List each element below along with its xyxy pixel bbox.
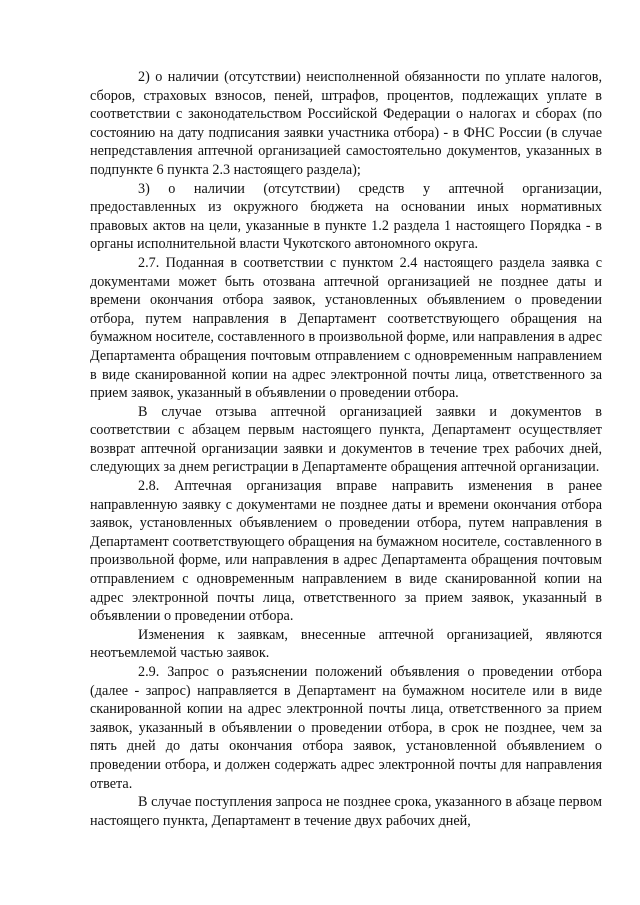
paragraph-tax-obligations: 2) о наличии (отсутствии) неисполненной обязанности по уплате налогов, сборов, страховых взносов, пеней, штрафов, процентов, подлежащих уплате в соответствии с законодательством Российской Федерации о налогах и сборах (по состоянию на дату подписания заявки участника отбора) - в ФНС России (в случае непредставления аптечной организацией самостоятельно документов, указанных в подпункте 6 пункта 2.3 настоящего раздела); bbox=[90, 69, 602, 178]
document-body bbox=[90, 68, 602, 830]
paragraph-2-8-changes: 2.8. Аптечная организация вправе направить изменения в ранее направленную заявку с документами не позднее даты и времени окончания отбора заявок, установленных объявлением о проведении отбора, путем направления в Департамент соответствующего обращения на бумажном носителе, составленного в произвольной форме, или направления в адрес Департамента обращения почтовым отправлением с одновременным направлением в виде сканированной копии на адрес электронной почты лица, ответственного за прием заявок, указанный в объявлении о проведении отбора. bbox=[90, 478, 602, 625]
paragraph-2-9-request: 2.9. Запрос о разъяснении положений объявления о проведении отбора (далее - запрос) направляется в Департамент на бумажном носителе или в виде сканированной копии на адрес электронной почты лица, ответственного за прием заявок, указанный в объявлении о проведении отбора, в срок не позднее, чем за пять дней до даты окончания отбора заявок, установленной объявлением о проведении отбора, и должен содержать адрес электронной почты для направления ответа. bbox=[90, 664, 602, 792]
paragraph-request-received: В случае поступления запроса не позднее срока, указанного в абзаце первом настоящего пункта, Департамент в течение двух рабочих дней, bbox=[90, 794, 602, 829]
paragraph-budget-funds: 3) о наличии (отсутствии) средств у аптечной организации, предоставленных из окружного бюджета на основании иных нормативных правовых актов на цели, указанные в пункте 1.2 раздела 1 настоящего Порядка - в органы исполнительной власти Чукотского автономного округа. bbox=[90, 180, 602, 253]
paragraph-withdrawal-return: В случае отзыва аптечной организацией заявки и документов в соответствии с абзацем первым настоящего пункта, Департамент осуществляет возврат аптечной организации заявки и документов в течение трех рабочих дней, следующих за днем регистрации в Департаменте обращения аптечной организации. bbox=[90, 403, 602, 476]
paragraph-2-7-withdrawal: 2.7. Поданная в соответствии с пунктом 2.4 настоящего раздела заявка с документами может быть отозвана аптечной организацией не позднее даты и времени окончания отбора заявок, установленных объявлением о проведении отбора, путем направления в Департамент соответствующего обращения на бумажном носителе, составленного в произвольной форме, или направления в адрес Департамента обращения почтовым отправлением с одновременным направлением в виде сканированной копии на адрес электронной почты лица, ответственного за прием заявок, указанный в объявлении о проведении отбора. bbox=[90, 254, 602, 402]
paragraph-changes-part: Изменения к заявкам, внесенные аптечной организацией, являются неотъемлемой частью заявок. bbox=[90, 626, 602, 662]
